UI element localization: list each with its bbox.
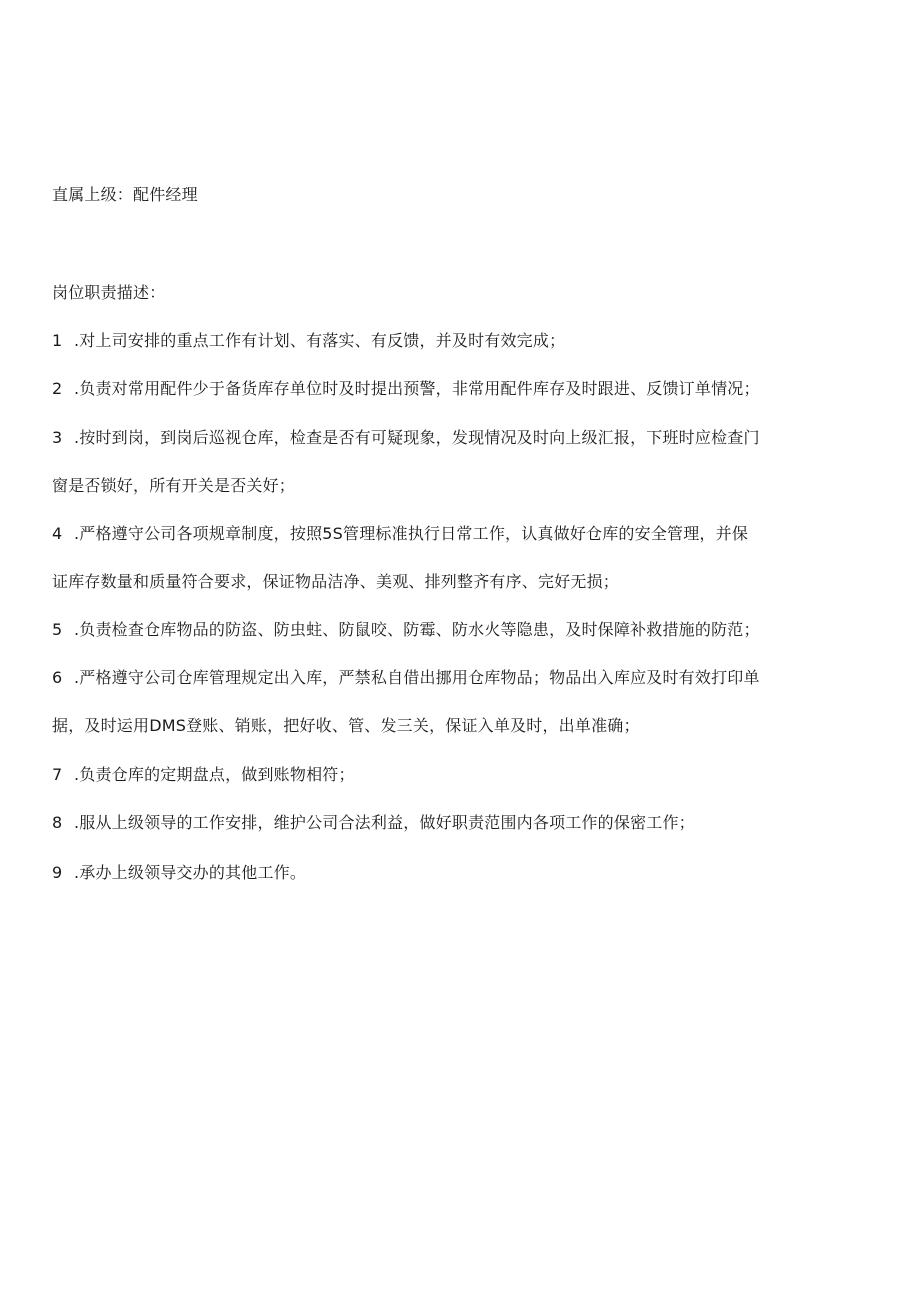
duty-item-4-continuation: 证库存数量和质量符合要求，保证物品洁净、美观、排列整齐有序、完好无损；: [52, 572, 620, 591]
duty-text: .负责仓库的定期盘点，做到账物相符；: [74, 765, 355, 784]
duty-item-1: [52, 329, 565, 353]
duty-text: .对上司安排的重点工作有计划、有落实、有反馈，并及时有效完成；: [74, 331, 566, 350]
section-heading: 岗位职责描述：: [52, 283, 166, 302]
duty-number: 9: [52, 863, 63, 882]
duty-text: .负责对常用配件少于备货库存单位时及时提出预警，非常用配件库存及时跟进、反馈订单情况；: [74, 379, 760, 398]
duty-number: 5: [52, 620, 63, 639]
duty-text: .严格遵守公司仓库管理规定出入库，严禁私自借出挪用仓库物品；物品出入库应及时有效打印单: [74, 668, 760, 687]
duty-item-8: [52, 811, 695, 835]
duty-text: .负责检查仓库物品的防盗、防虫蛀、防鼠咬、防霉、防水火等隐患，及时保障补救措施的防范；: [74, 620, 760, 639]
duty-item-6: [52, 666, 760, 690]
duty-item-3: [52, 426, 760, 450]
supervisor-line: 直属上级：配件经理: [52, 185, 198, 204]
duty-number: 7: [52, 765, 63, 784]
duty-number: 8: [52, 813, 63, 832]
duty-item-9: [52, 861, 306, 885]
duty-text: .承办上级领导交办的其他工作。: [74, 863, 307, 882]
duty-item-7: [52, 763, 355, 787]
duty-number: 6: [52, 668, 63, 687]
duty-item-4: [52, 522, 748, 546]
duty-text: .严格遵守公司各项规章制度，按照5S管理标准执行日常工作，认真做好仓库的安全管理，并保: [74, 524, 749, 543]
duty-item-3-continuation: 窗是否锁好，所有开关是否关好；: [52, 476, 296, 495]
duty-text: .服从上级领导的工作安排，维护公司合法利益，做好职责范围内各项工作的保密工作；: [74, 813, 695, 832]
duty-number: 2: [52, 379, 63, 398]
duty-item-2: [52, 377, 760, 401]
duty-item-5: [52, 618, 760, 642]
duty-number: 3: [52, 428, 63, 447]
duty-number: 4: [52, 524, 63, 543]
duty-number: 1: [52, 331, 63, 350]
duty-item-6-continuation: 据，及时运用DMS登账、销账，把好收、管、发三关，保证入单及时，出单准确；: [52, 716, 640, 735]
duty-text: .按时到岗，到岗后巡视仓库，检查是否有可疑现象，发现情况及时向上级汇报，下班时应检查门: [74, 428, 760, 447]
